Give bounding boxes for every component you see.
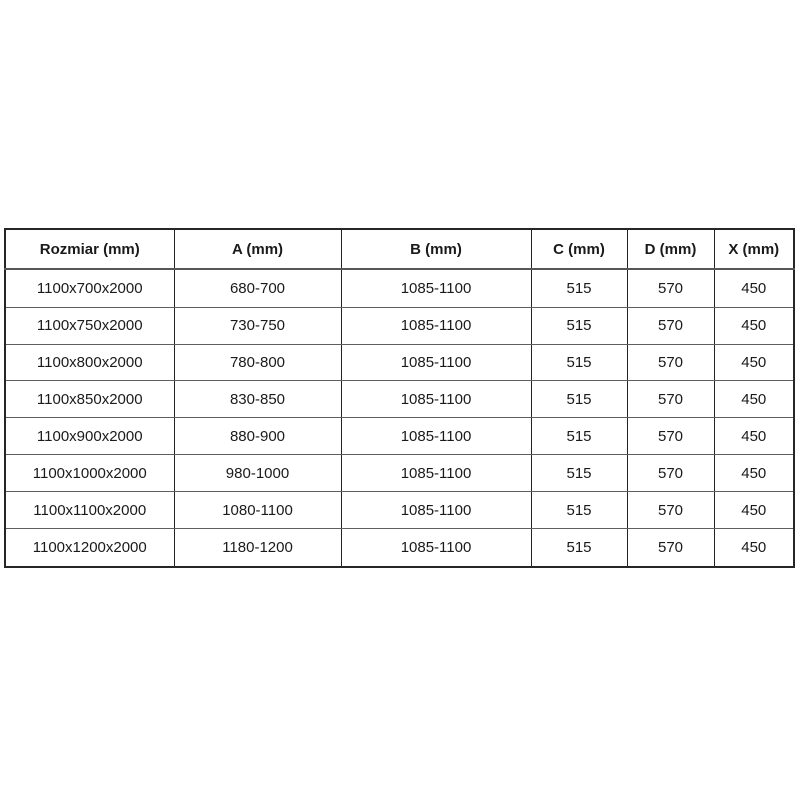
table-row [5, 344, 794, 381]
table-cell: 1100x850x2000 [5, 381, 174, 418]
table-cell: 570 [627, 418, 714, 455]
table-cell: 515 [531, 492, 627, 529]
table-cell: 450 [714, 381, 794, 418]
table-row [5, 529, 794, 567]
table-row [5, 381, 794, 418]
table-cell: 980-1000 [174, 455, 341, 492]
table-cell: 515 [531, 269, 627, 307]
table-cell: 515 [531, 418, 627, 455]
table-cell: 1085-1100 [341, 492, 531, 529]
column-header-x: X (mm) [714, 229, 794, 269]
header-row [5, 229, 794, 269]
table-cell: 1085-1100 [341, 418, 531, 455]
table-row [5, 307, 794, 344]
column-header-a: A (mm) [174, 229, 341, 269]
table-cell: 570 [627, 529, 714, 567]
table-cell: 570 [627, 455, 714, 492]
table-cell: 515 [531, 307, 627, 344]
table-cell: 730-750 [174, 307, 341, 344]
table-cell: 570 [627, 492, 714, 529]
table-cell: 450 [714, 492, 794, 529]
table-cell: 1085-1100 [341, 529, 531, 567]
table-cell: 450 [714, 269, 794, 307]
column-header-c: C (mm) [531, 229, 627, 269]
table-cell: 1085-1100 [341, 344, 531, 381]
table-cell: 780-800 [174, 344, 341, 381]
table-cell: 1100x900x2000 [5, 418, 174, 455]
size-spec-table [4, 228, 795, 568]
table-cell: 570 [627, 307, 714, 344]
table-cell: 515 [531, 381, 627, 418]
column-header-b: B (mm) [341, 229, 531, 269]
table-row [5, 269, 794, 307]
table-row [5, 492, 794, 529]
table-cell: 1080-1100 [174, 492, 341, 529]
table-row [5, 455, 794, 492]
table-cell: 570 [627, 381, 714, 418]
table-cell: 1085-1100 [341, 381, 531, 418]
table-cell: 450 [714, 418, 794, 455]
table-cell: 1085-1100 [341, 307, 531, 344]
table-cell: 1180-1200 [174, 529, 341, 567]
table-cell: 1100x800x2000 [5, 344, 174, 381]
table-cell: 680-700 [174, 269, 341, 307]
table-cell: 1100x750x2000 [5, 307, 174, 344]
table-cell: 570 [627, 344, 714, 381]
table-cell: 830-850 [174, 381, 341, 418]
table-cell: 450 [714, 455, 794, 492]
table-cell: 1100x1100x2000 [5, 492, 174, 529]
table-cell: 880-900 [174, 418, 341, 455]
table-cell: 1100x1200x2000 [5, 529, 174, 567]
column-header-rozmiar: Rozmiar (mm) [5, 229, 174, 269]
table-cell: 515 [531, 344, 627, 381]
table-cell: 450 [714, 529, 794, 567]
table-cell: 515 [531, 529, 627, 567]
table-cell: 1085-1100 [341, 455, 531, 492]
table-cell: 1100x1000x2000 [5, 455, 174, 492]
table-row [5, 418, 794, 455]
table-cell: 1085-1100 [341, 269, 531, 307]
table-cell: 1100x700x2000 [5, 269, 174, 307]
table-cell: 570 [627, 269, 714, 307]
column-header-d: D (mm) [627, 229, 714, 269]
table-cell: 450 [714, 344, 794, 381]
table-cell: 450 [714, 307, 794, 344]
table-cell: 515 [531, 455, 627, 492]
